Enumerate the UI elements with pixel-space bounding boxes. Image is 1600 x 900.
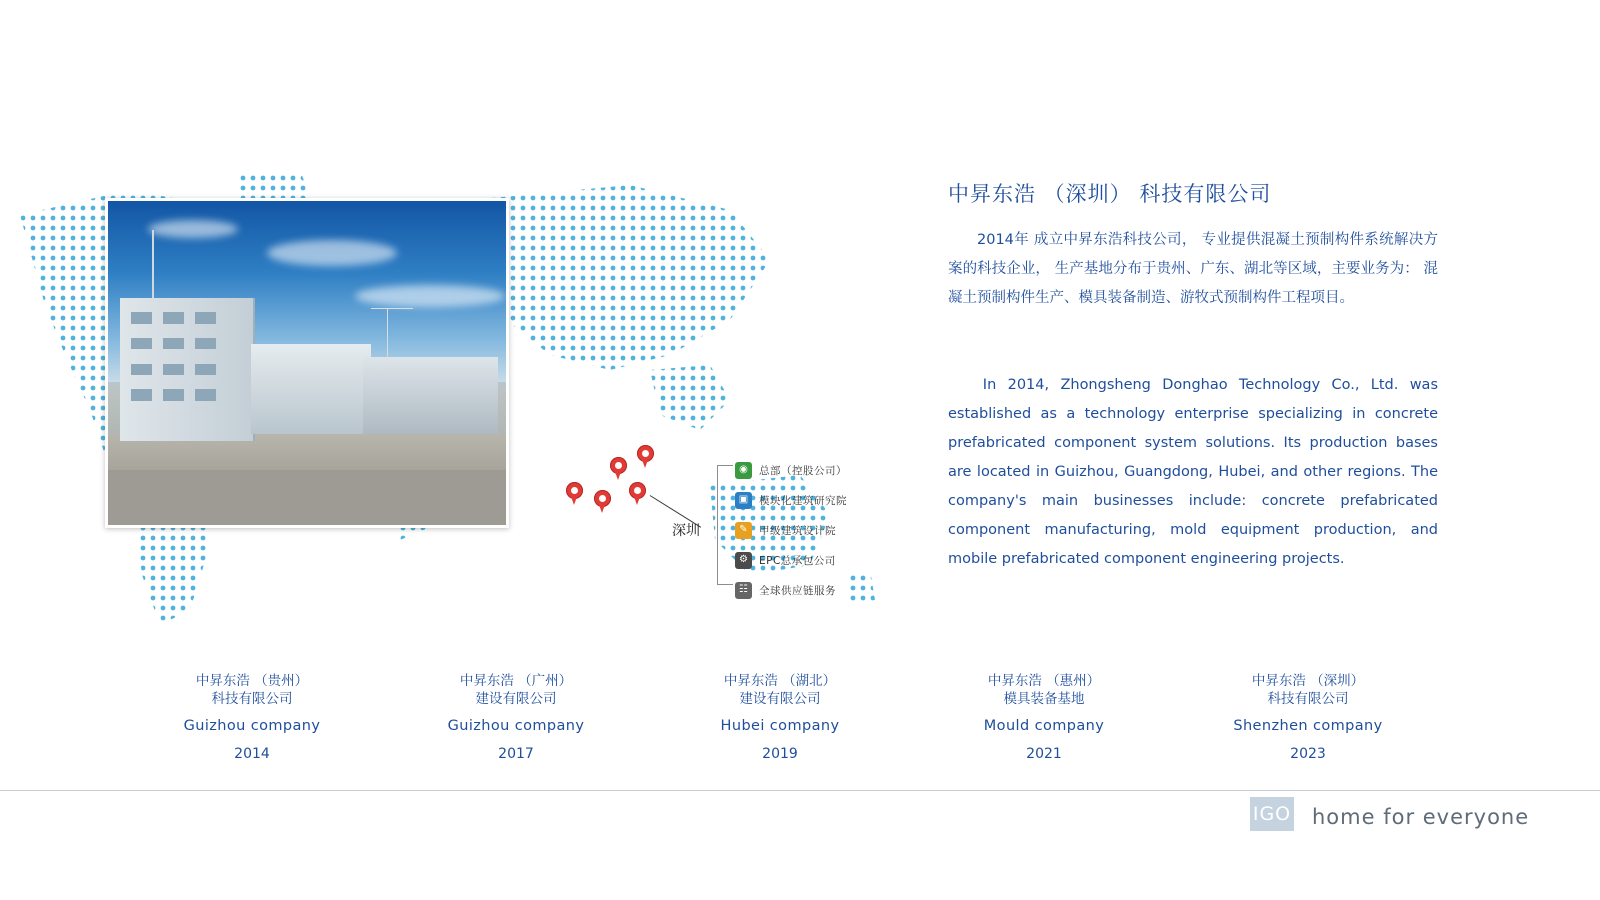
legend-item-headquarters — [735, 455, 895, 485]
footer-tagline: home for everyone — [1312, 805, 1530, 829]
photo-building-right — [363, 357, 498, 435]
timeline-item-guangzhou — [384, 672, 648, 782]
timeline-year: 2017 — [498, 746, 534, 763]
photo-road — [108, 470, 506, 525]
company-paragraph-english: In 2014, Zhongsheng Donghao Technology Co., Ltd. was established as a technology enterprise specializing in concrete prefabricated component system solutions. Its production bases are located in Guizhou, Guangdong, Hubei, and other regions. The company's main businesses include: concrete prefabricated component manufacturing, mold equipment production, and mobile prefabricated component engineering projects. — [948, 377, 1438, 567]
timeline-year: 2014 — [234, 746, 270, 763]
igo-logo: IGO — [1250, 797, 1294, 831]
legend-label: 甲级建筑设计院 — [759, 524, 836, 537]
timeline-en: Guizhou company — [183, 718, 321, 735]
epc-icon: ⚙ — [735, 552, 752, 569]
timeline-en: Mould company — [983, 718, 1105, 735]
legend-bracket — [717, 465, 733, 585]
company-title: 中昇东浩 （深圳） 科技有限公司 — [948, 182, 1272, 206]
legend-label: EPC总承包公司 — [759, 554, 836, 567]
timeline-cn-line1: 中昇东浩 （广州） — [459, 673, 573, 689]
pin-guangzhou[interactable] — [594, 490, 611, 513]
legend-item-global-supply — [735, 575, 895, 605]
timeline-item-hubei — [648, 672, 912, 782]
legend-label: 模块化建筑研究院 — [759, 494, 847, 507]
timeline-en: Guizhou company — [447, 718, 585, 735]
design-icon: ✎ — [735, 522, 752, 539]
shenzhen-callout-label: 深圳 — [672, 523, 700, 539]
photo-cloud — [267, 240, 397, 266]
photo-building-middle — [251, 344, 370, 435]
timeline-year: 2019 — [762, 746, 798, 763]
pin-hubei[interactable] — [610, 457, 627, 480]
legend-item-modular-institute — [735, 485, 895, 515]
timeline-cn-line2: 科技有限公司 — [211, 691, 293, 708]
factory-photo — [105, 198, 509, 528]
photo-crane — [387, 308, 388, 360]
pin-shenzhen[interactable] — [637, 445, 654, 468]
legend-label: 总部（控股公司） — [759, 464, 847, 477]
company-paragraph-chinese: 2014年 成立中昇东浩科技公司， 专业提供混凝土预制构件系统解决方案的科技企业， 生产基地分布于贵州、广东、湖北等区域，主要业务为： 混凝土预制构件生产、模具装备制造、游牧式预制构件工程项目。 — [948, 232, 1438, 306]
legend-item-design-institute — [735, 515, 895, 545]
timeline-cn-line1: 中昇东浩 （贵州） — [195, 673, 309, 689]
timeline-cn-line1: 中昇东浩 （湖北） — [723, 673, 837, 689]
timeline-year: 2021 — [1026, 746, 1062, 763]
pin-huizhou[interactable] — [629, 482, 646, 505]
timeline-cn-line2: 科技有限公司 — [1267, 691, 1349, 708]
timeline-cn-line1: 中昇东浩 （惠州） — [987, 673, 1101, 689]
timeline-cn-line2: 模具装备基地 — [1003, 691, 1085, 708]
map-visual-area — [0, 140, 900, 640]
timeline-year: 2023 — [1290, 746, 1326, 763]
pin-guizhou[interactable] — [566, 482, 583, 505]
timeline-item-guizhou — [120, 672, 384, 782]
timeline-en: Shenzhen company — [1233, 718, 1383, 735]
timeline-en: Hubei company — [720, 718, 840, 735]
subsidiary-timeline — [120, 672, 1440, 782]
timeline-item-huizhou — [912, 672, 1176, 782]
photo-building-left — [120, 298, 255, 441]
legend-label: 全球供应链服务 — [759, 584, 836, 597]
module-icon: ▣ — [735, 492, 752, 509]
timeline-cn-line1: 中昇东浩 （深圳） — [1251, 673, 1365, 689]
company-description — [948, 178, 1438, 574]
timeline-cn-line2: 建设有限公司 — [739, 691, 821, 708]
supply-icon: ☷ — [735, 582, 752, 599]
globe-icon: ◉ — [735, 462, 752, 479]
map-legend — [735, 455, 895, 605]
photo-antenna-tower — [152, 230, 154, 301]
timeline-cn-line2: 建设有限公司 — [475, 691, 557, 708]
legend-item-epc-company — [735, 545, 895, 575]
timeline-item-shenzhen — [1176, 672, 1440, 782]
